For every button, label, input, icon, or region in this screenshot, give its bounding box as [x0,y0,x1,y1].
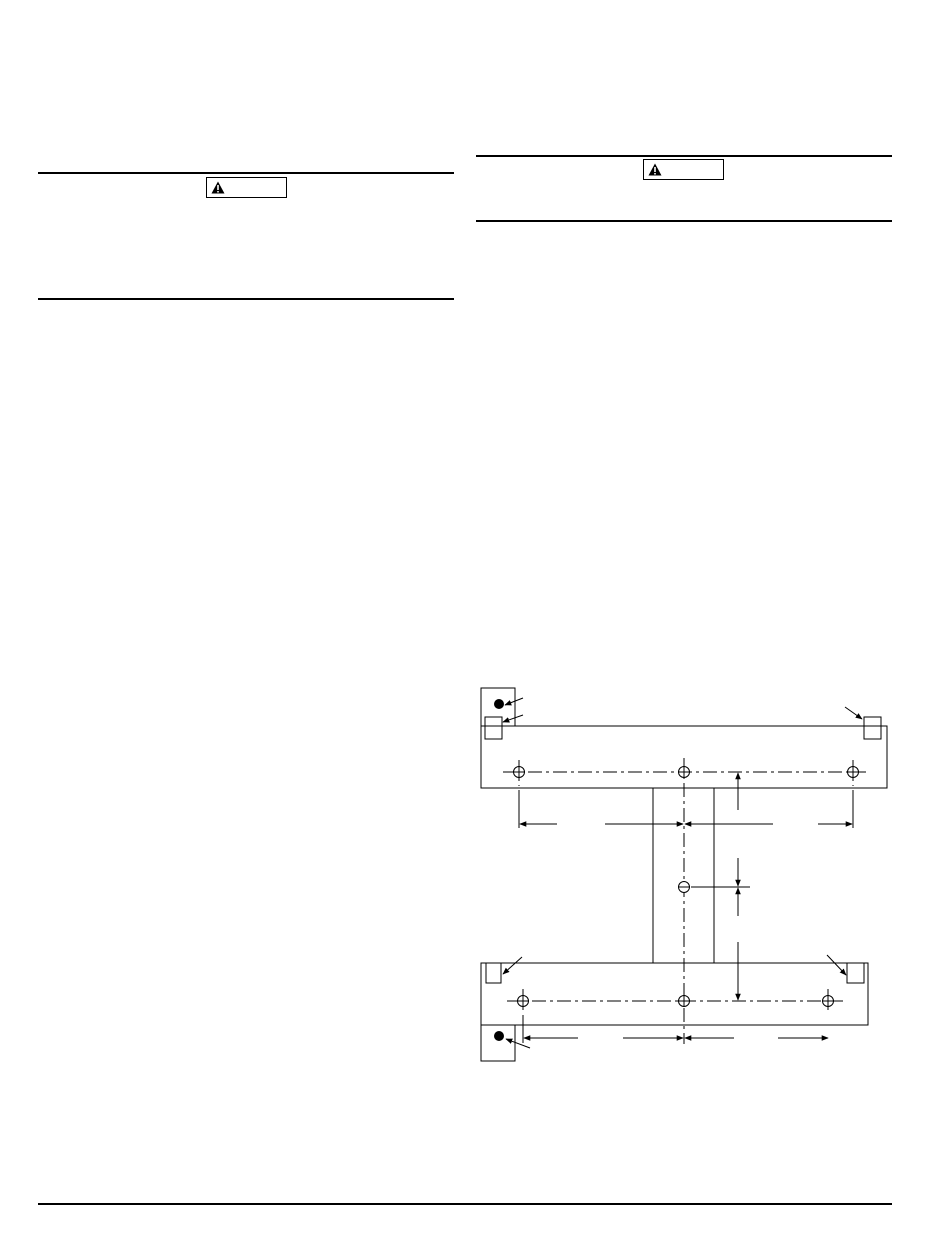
bolt-hole-icon [517,995,529,1007]
locating-tab-icon [847,963,864,983]
bolt-hole-icon [678,766,690,778]
mounting-hole-icon [494,699,504,709]
locating-tab-icon [486,963,501,983]
bottom-crossbar [481,963,868,1025]
bolt-hole-icon [678,882,690,893]
bottom-left-corner-block [481,1025,515,1061]
mounting-hole-icon [494,1031,504,1041]
bolt-hole-icon [822,995,834,1007]
bolt-hole-icon [678,995,690,1007]
footer-rule [38,1203,892,1205]
locating-tab-icon [485,717,502,739]
bolt-hole-icon [513,766,525,778]
bolt-hole-icon [847,766,859,778]
locating-tab-icon [864,717,881,739]
